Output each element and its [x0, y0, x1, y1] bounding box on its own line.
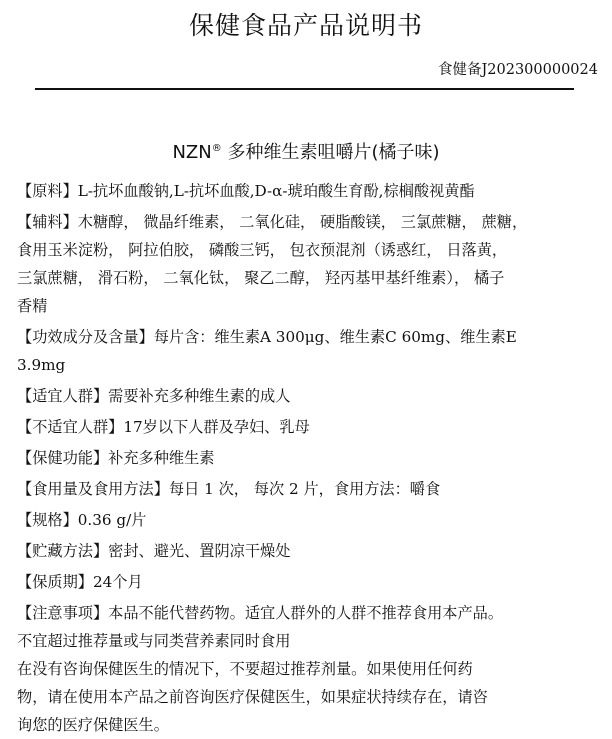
- registration-number: 食健备J202300000024: [437, 62, 598, 78]
- section-text: 三氯蔗糖， 滑石粉， 二氧化钛， 聚乙二醇， 羟丙基甲基纤维素）， 橘子: [17, 269, 505, 287]
- section-text: 本品不能代替药物。适宜人群外的人群不推荐食用本产品。: [108, 604, 503, 622]
- section-label: 【不适宜人群】: [17, 418, 124, 436]
- registered-mark: ®: [211, 143, 222, 154]
- product-name-line: [0, 138, 612, 164]
- section-dosage: [17, 475, 597, 503]
- document-title: 保健食品产品说明书: [188, 11, 423, 40]
- section-label: 【保质期】: [17, 573, 93, 591]
- section-unsuitable-population: [17, 413, 597, 441]
- section-text: 食用玉米淀粉， 阿拉伯胶， 磷酸三钙， 包衣预混剂（诱惑红， 日落黄，: [17, 241, 508, 259]
- section-label: 【原料】: [17, 182, 78, 200]
- section-raw-materials: [17, 177, 597, 205]
- section-label: 【规格】: [17, 511, 78, 529]
- section-text: 每片含：维生素A 300μg、维生素C 60mg、维生素E: [153, 328, 517, 346]
- section-text: 在没有咨询保健医生的情况下，不要超过推荐剂量。如果使用任何药: [17, 660, 473, 678]
- section-text: 0.36 g/片: [77, 511, 147, 529]
- section-label: 【注意事项】: [17, 604, 109, 622]
- section-text: 木糖醇， 微晶纤维素， 二氧化硅， 硬脂酸镁， 三氯蔗糖， 蔗糖，: [77, 213, 528, 231]
- section-label: 【食用量及食用方法】: [17, 480, 169, 498]
- section-text: 需要补充多种维生素的成人: [108, 387, 291, 405]
- section-storage: [17, 537, 597, 565]
- section-text: 3.9mg: [17, 356, 66, 374]
- section-text: 密封、避光、置阴凉干燥处: [108, 542, 291, 560]
- header-divider: [35, 88, 574, 90]
- section-text: 香精: [17, 297, 48, 315]
- section-text: 物，请在使用本产品之前咨询医疗保健医生，如果症状持续存在，请咨: [17, 688, 488, 706]
- section-text: 询您的医疗保健医生。: [17, 716, 169, 734]
- product-brand: NZN: [172, 142, 212, 163]
- section-label: 【保健功能】: [17, 449, 109, 467]
- section-text: 每日 1 次， 每次 2 片，食用方法：嚼食: [168, 480, 441, 498]
- section-specification: [17, 506, 597, 534]
- section-text: 24个月: [92, 573, 143, 591]
- section-health-function: [17, 444, 597, 472]
- section-text: L-抗坏血酸钠,L-抗坏血酸,D-α-琥珀酸生育酚,棕榈酸视黄酯: [77, 182, 475, 200]
- section-label: 【功效成分及含量】: [17, 328, 154, 346]
- section-precautions: [17, 599, 597, 739]
- section-label: 【贮藏方法】: [17, 542, 109, 560]
- section-excipients: [17, 208, 597, 320]
- section-text: 不宜超过推荐量或与同类营养素同时食用: [17, 632, 291, 650]
- section-text: 17岁以下人群及孕妇、乳母: [123, 418, 310, 436]
- section-suitable-population: [17, 382, 597, 410]
- section-label: 【适宜人群】: [17, 387, 109, 405]
- product-name: 多种维生素咀嚼片(橘子味): [227, 142, 440, 163]
- section-text: 补充多种维生素: [108, 449, 215, 467]
- section-shelf-life: [17, 568, 597, 596]
- instruction-body: [17, 177, 597, 739]
- section-label: 【辅料】: [17, 213, 78, 231]
- section-active-ingredients: [17, 323, 597, 379]
